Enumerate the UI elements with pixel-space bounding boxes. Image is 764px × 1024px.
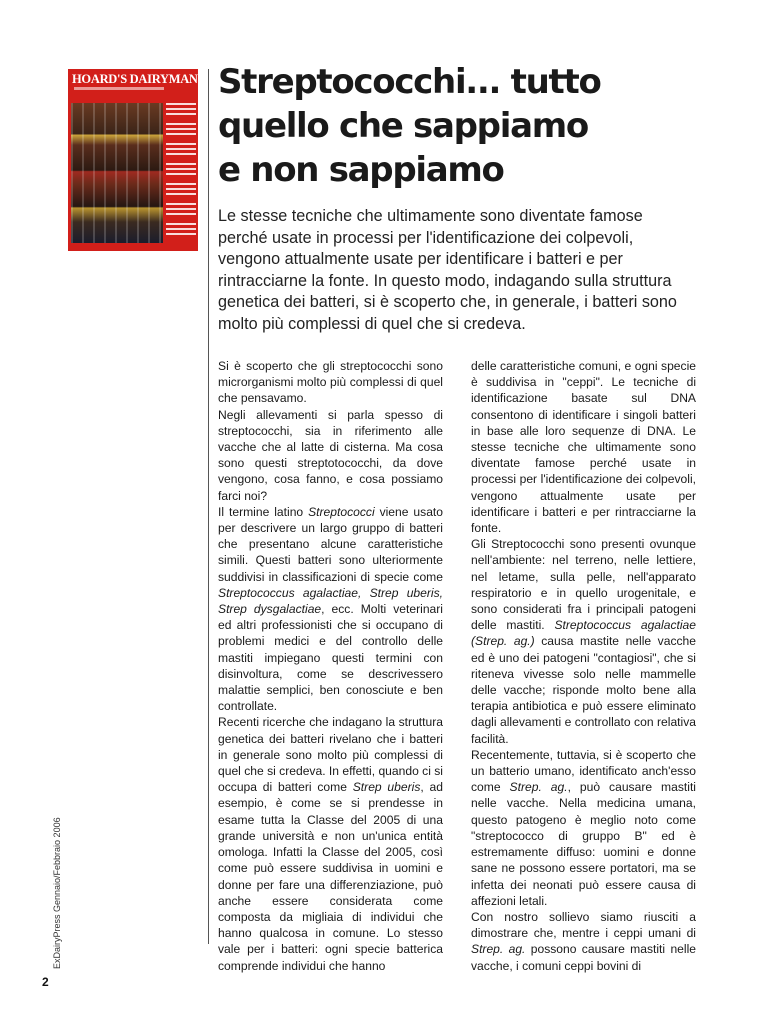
vertical-divider: [208, 69, 209, 944]
cover-headlines: [166, 103, 196, 243]
paragraph: delle caratteristiche comuni, e ogni specie è suddivisa in "ceppi". Le tecniche di identificazione basate sul DNA consentono di identificare i singoli batteri in base alle loro sequenze di DNA. Le stesse tecniche che ultimamente sono diventate famose perché usate in processi per l'identificazione dei colpevoli, vengono attualmente usate per identificare i batteri e per rintracciarne la fonte.: [471, 359, 696, 536]
magazine-cover-image: [68, 69, 198, 251]
article-title: [218, 60, 738, 192]
species-name: Strep uberis: [352, 780, 421, 795]
article-lead: Le stesse tecniche che ultimamente sono diventate famose perché usate in processi per l'identificazione dei colpevoli, vengono attualmente usate per identificare i batteri e per rintracciarne la fonte. In questo modo, indagando sulla struttura genetica dei batteri, si è scoperto che, in generale, i batteri sono molto più complessi di quel che si credeva.: [218, 207, 677, 333]
text-column-right: [471, 358, 696, 974]
cover-photo: [71, 103, 163, 243]
title-line: Streptococchi... tutto: [218, 62, 601, 102]
paragraph: Negli allevamenti si parla spesso di streptococchi, sia in riferimento alle vacche che al latte di cisterna. Ma cosa sono questi streptotococchi, da dove vengono, cosa fanno, e cosa possiamo farci noi?: [218, 407, 443, 503]
text-column-left: [218, 358, 443, 974]
page-number: 2: [42, 975, 49, 989]
paragraph: Recentemente, tuttavia, si è scoperto che un batterio umano, identificato anch'esso come Strep. ag., può causare mastiti nelle vacche. Nella medicina umana, questo patogeno è meglio noto come "streptococco di gruppo B" ed è estremamente diffuso: uomini e donne sane ne possono essere portatori, ma se infetta dei neonati può essere causa di affezioni letali.: [471, 747, 696, 908]
title-line: e non sappiamo: [218, 150, 504, 190]
paragraph: Il termine latino Streptococci viene usato per descrivere un largo gruppo di batteri che presentano alcune caratteristiche simili. Questi batteri sono ulteriormente suddivisi in classificazioni di specie come Streptococcus agalactiae, Strep uberis, Strep dysgalactiae, ecc. Molti veterinari ed altri professionisti che si occupano di problemi medici e del controllo delle mastiti impiegano questi termini con disinvoltura, come se descrivessero malattie semplici, ben conosciute e ben controllate.: [218, 504, 444, 714]
paragraph: Gli Streptococchi sono presenti ovunque nell'ambiente: nel terreno, nelle lettiere, nel letame, sulla pelle, nell'apparato respiratorio e in quello urogenitale, e sono considerati fra i principali patogeni delle mastiti. Streptococcus agalactiae (Strep. ag.) causa mastite nelle vacche ed è uno dei patogeni "contagiosi", che si riteneva vivesse solo nelle mammelle delle vacche; risponde molto bene alla terapia antibiotica e può essere eliminato dagli allevamenti e controllato con relativa facilità.: [471, 537, 696, 746]
title-line: quello che sappiamo: [218, 106, 588, 146]
publication-info: ExDairyPress Gennaio/Febbraio 2006: [52, 817, 62, 969]
paragraph: Si è scoperto che gli streptococchi sono microrganismi molto più complessi di quel che pensavamo.: [218, 359, 443, 406]
cover-masthead: HOARD'S DAIRYMAN: [72, 72, 198, 86]
species-name: Streptococci: [308, 504, 375, 519]
species-name: Strep. ag.: [509, 780, 568, 795]
cover-masthead-subline: [74, 87, 164, 90]
species-name: Strep. ag.: [471, 942, 526, 957]
paragraph: Recenti ricerche che indagano la struttura genetica dei batteri rivelano che i batteri in generale sono molto più complessi di quel che si credeva. In effetti, quando ci si occupa di batteri come Strep uberis, ad esempio, è come se si prendesse in esame tutta la Classe del 2005 di una grande università e non un'unica entità omologa. Infatti la Classe del 2005, così come può essere suddivisa in uomini e donne per fare una differenziazione, può anche essere considerata come composta da migliaia di individui che hanno qualcosa in comune. Lo stesso vale per i batteri: ogni specie batterica comprende individui che hanno: [218, 715, 443, 973]
paragraph: Con nostro sollievo siamo riusciti a dimostrare che, mentre i ceppi umani di Strep. ag. possono causare mastiti nelle vacche, i comuni ceppi bovini di: [471, 909, 696, 973]
species-name: Streptococcus agalactiae (Strep. ag.): [471, 618, 696, 649]
species-name: Streptococcus agalactiae, Strep uberis, Strep dysgalactiae: [218, 585, 443, 617]
